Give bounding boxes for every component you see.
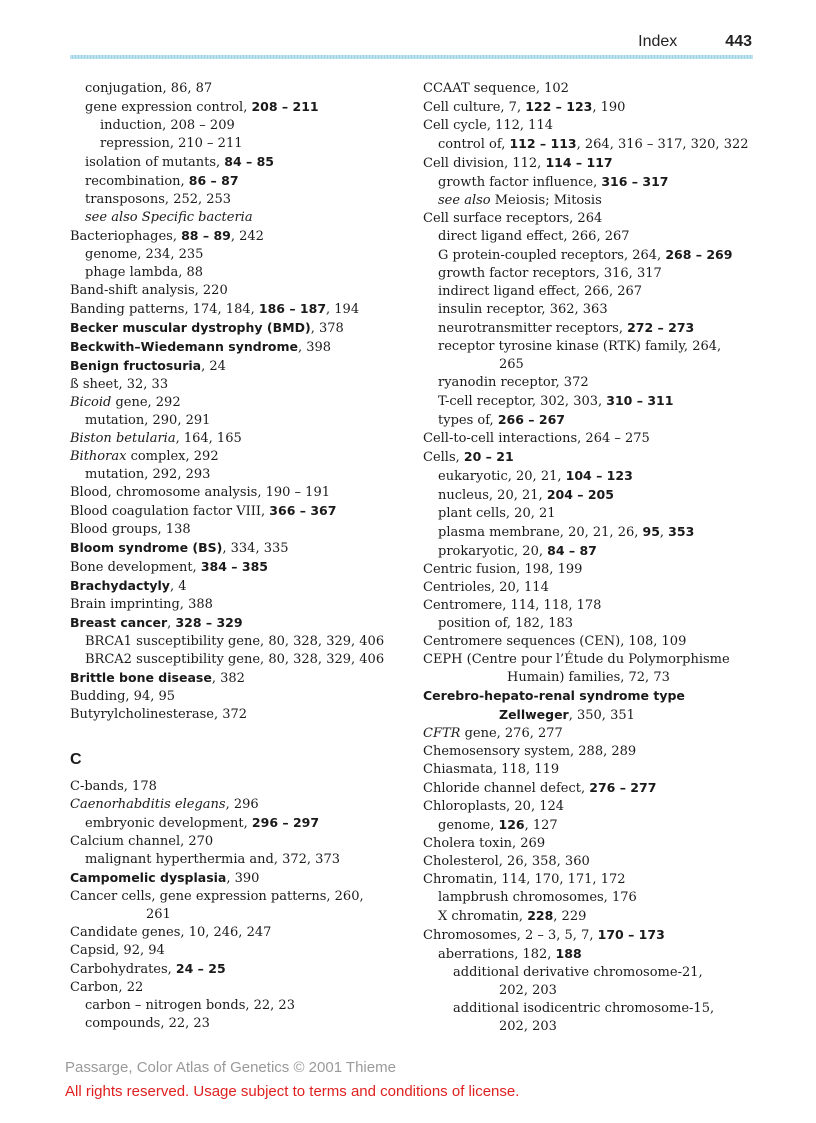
entry-text: G protein-coupled receptors, 264, (438, 248, 666, 263)
entry-text: , 382 (211, 671, 245, 686)
index-entry (70, 796, 410, 814)
page-ref-bold: 272 – 273 (627, 320, 695, 335)
entry-text: types of, (438, 413, 498, 428)
entry-text: Blood coagulation factor VIII, (70, 504, 270, 519)
page-ref-bold: Zellweger (499, 707, 569, 722)
index-entry (423, 633, 763, 651)
page-ref-bold: 310 – 311 (606, 393, 674, 408)
entry-text: CCAAT sequence, 102 (423, 81, 569, 96)
index-entry (423, 246, 763, 265)
page-ref-bold: Brittle bone disease (70, 670, 212, 685)
index-entry (423, 706, 763, 725)
index-entry (423, 135, 763, 154)
entry-text: Bacteriophages, (70, 229, 182, 244)
index-entry (423, 669, 763, 687)
index-entry (70, 135, 410, 153)
index-entry (70, 633, 410, 651)
entry-text: gene, 276, 277 (460, 726, 563, 741)
index-entry (70, 997, 410, 1015)
index-entry (423, 615, 763, 633)
entry-text: ß sheet, 32, 33 (70, 377, 169, 392)
index-entry (423, 945, 763, 964)
entry-text: , 350, 351 (568, 708, 635, 723)
page-ref-bold: 228 (527, 908, 554, 923)
entry-text: C-bands, 178 (70, 779, 157, 794)
entry-text: genome, 234, 235 (85, 247, 204, 262)
entry-text: 202, 203 (499, 1019, 557, 1034)
index-entry (423, 467, 763, 486)
index-entry (70, 264, 410, 282)
index-entry (423, 964, 763, 982)
entry-text-italic: Caenorhabditis elegans (70, 797, 226, 812)
entry-text: , 242 (230, 229, 264, 244)
entry-text: Chromosomes, 2 – 3, 5, 7, (423, 928, 598, 943)
entry-text: additional isodicentric chromosome-15, (453, 1001, 715, 1016)
index-entry (70, 227, 410, 246)
entry-text: Cells, (423, 450, 464, 465)
page-ref-bold: 112 – 113 (509, 136, 577, 151)
entry-text: mutation, 292, 293 (85, 467, 211, 482)
entry-text: Cell cycle, 112, 114 (423, 118, 553, 133)
entry-text: Chloroplasts, 20, 124 (423, 799, 565, 814)
page-ref-bold: Breast cancer (70, 615, 168, 630)
entry-text: Cell surface receptors, 264 (423, 211, 603, 226)
index-entry (423, 486, 763, 505)
page-ref-bold: 114 – 117 (545, 155, 613, 170)
entry-text: phage lambda, 88 (85, 265, 204, 280)
index-entry (70, 979, 410, 997)
index-entry (423, 779, 763, 798)
index-entry (423, 853, 763, 871)
index-entry (70, 98, 410, 117)
index-entry (70, 376, 410, 394)
entry-text: Cell culture, 7, (423, 100, 526, 115)
right-column (423, 80, 763, 1036)
index-entry (423, 1000, 763, 1018)
entry-text: , (167, 616, 176, 631)
entry-text: Chemosensory system, 288, 289 (423, 744, 637, 759)
entry-text: T-cell receptor, 302, 303, (438, 394, 607, 409)
entry-text: mutation, 290, 291 (85, 413, 211, 428)
index-entry (70, 651, 410, 669)
entry-text: Band-shift analysis, 220 (70, 283, 228, 298)
entry-text: , 264, 316 – 317, 320, 322 (576, 137, 749, 152)
index-entry (70, 706, 410, 724)
entry-text: Candidate genes, 10, 246, 247 (70, 925, 272, 940)
entry-text: Calcium channel, 270 (70, 834, 214, 849)
index-entry (70, 539, 410, 558)
entry-text: recombination, (85, 174, 189, 189)
entry-text: lampbrush chromosomes, 176 (438, 890, 637, 905)
index-entry (423, 154, 763, 173)
page-ref-bold: 384 – 385 (200, 559, 268, 574)
index-entry (70, 300, 410, 319)
page-ref-bold: 86 – 87 (188, 173, 239, 188)
index-entries-c (70, 778, 410, 1033)
page-header (638, 33, 752, 51)
entry-text: Cholera toxin, 269 (423, 836, 546, 851)
entry-text: position of, 182, 183 (438, 616, 574, 631)
index-entry (423, 98, 763, 117)
entry-text-italic: Bithorax (70, 449, 127, 464)
index-entry (423, 192, 763, 210)
entry-text: , 296 (225, 797, 259, 812)
index-entry (70, 596, 410, 614)
entry-text: Banding patterns, 174, 184, (70, 302, 259, 317)
index-entry (423, 523, 763, 542)
index-entry (70, 466, 410, 484)
entry-text: gene expression control, (85, 100, 252, 115)
index-entry (423, 505, 763, 523)
entry-text: Humain) families, 72, 73 (507, 670, 670, 685)
entry-text: Bone development, (70, 560, 201, 575)
entry-text: Centromere, 114, 118, 178 (423, 598, 602, 613)
index-entry (70, 209, 410, 227)
entry-text-italic: Biston betularia (70, 431, 176, 446)
entry-text: ryanodin receptor, 372 (438, 375, 589, 390)
entry-text: , 4 (169, 579, 187, 594)
index-entry (423, 816, 763, 835)
index-entry (423, 173, 763, 192)
page-ref-bold: 296 – 297 (251, 815, 320, 830)
page-ref-bold: 186 – 187 (258, 301, 327, 316)
page-ref-bold: 104 – 123 (565, 468, 633, 483)
index-entry (423, 283, 763, 301)
entry-text: Cancer cells, gene expression patterns, 260, (70, 889, 364, 904)
index-entry (70, 1015, 410, 1033)
index-entry (70, 814, 410, 833)
index-entry (70, 614, 410, 633)
index-entry (423, 907, 763, 926)
entry-text: Budding, 94, 95 (70, 689, 176, 704)
index-entry (70, 778, 410, 796)
page-ref-bold: 328 – 329 (175, 615, 243, 630)
entry-text: aberrations, 182, (438, 947, 556, 962)
entry-text: gene, 292 (111, 395, 181, 410)
index-entry (70, 502, 410, 521)
entry-text: Centromere sequences (CEN), 108, 109 (423, 634, 687, 649)
index-entry (70, 484, 410, 502)
index-entry (423, 210, 763, 228)
entry-text: Carbon, 22 (70, 980, 144, 995)
page-ref-bold: Campomelic dysplasia (70, 870, 227, 885)
page-ref-bold: 24 – 25 (175, 961, 226, 976)
license-notice: All rights reserved. Usage subject to terms and conditions of license. (65, 1083, 520, 1100)
index-entry (70, 688, 410, 706)
index-entry (423, 982, 763, 1000)
entry-text: Centrioles, 20, 114 (423, 580, 549, 595)
entry-text: Blood, chromosome analysis, 190 – 191 (70, 485, 330, 500)
index-entry (423, 889, 763, 907)
index-entry (423, 761, 763, 779)
index-entry (70, 191, 410, 209)
entry-text: BRCA2 susceptibility gene, 80, 328, 329, 406 (85, 652, 385, 667)
entry-text: Chiasmata, 118, 119 (423, 762, 560, 777)
index-entry (423, 798, 763, 816)
entry-text: , 378 (310, 321, 344, 336)
page-ref-bold: 126 (498, 817, 525, 832)
page-ref-bold: 353 (668, 524, 695, 539)
index-entry (70, 172, 410, 191)
index-entry (70, 669, 410, 688)
index-entry (70, 888, 410, 906)
page-ref-bold: 84 – 85 (224, 154, 275, 169)
index-entry (423, 1018, 763, 1036)
index-entry (70, 869, 410, 888)
entry-text: , 398 (297, 340, 332, 355)
index-entry (423, 80, 763, 98)
index-entries-c-continued (423, 80, 763, 1036)
running-head: Index (638, 33, 678, 50)
index-entry (70, 246, 410, 264)
page-ref-bold: 84 – 87 (547, 543, 597, 558)
index-entries-b (70, 80, 410, 724)
index-entry (70, 577, 410, 596)
entry-text: neurotransmitter receptors, (438, 321, 628, 336)
index-entry (423, 725, 763, 743)
left-column (70, 80, 410, 1033)
entry-text: repression, 210 – 211 (100, 136, 243, 151)
entry-text: , 24 (201, 359, 226, 374)
index-entry (70, 412, 410, 430)
entry-text: eukaryotic, 20, 21, (438, 469, 566, 484)
entry-text: , (659, 525, 669, 540)
page-ref-bold: Benign fructosuria (70, 358, 202, 373)
copyright-notice: Passarge, Color Atlas of Genetics © 2001 Thieme (65, 1059, 396, 1076)
header-rule (70, 55, 753, 59)
index-entry (423, 687, 763, 706)
page-ref-bold: 208 – 211 (251, 99, 319, 114)
entry-text-italic: see also Specific bacteria (85, 210, 253, 225)
page-ref-bold: Cerebro-hepato-renal syndrome type (423, 688, 685, 703)
entry-text: , 334, 335 (222, 541, 289, 556)
entry-text: receptor tyrosine kinase (RTK) family, 264, (438, 339, 722, 354)
page-ref-bold: 88 – 89 (181, 228, 231, 243)
page-ref-bold: Bloom syndrome (BS) (70, 540, 223, 555)
page-ref-bold: 276 – 277 (589, 780, 657, 795)
entry-text: direct ligand effect, 266, 267 (438, 229, 630, 244)
entry-text: malignant hyperthermia and, 372, 373 (85, 852, 340, 867)
page-ref-bold: 95 (642, 524, 660, 539)
page-number: 443 (725, 33, 752, 50)
index-entry (70, 833, 410, 851)
index-entry (423, 338, 763, 356)
entry-text: X chromatin, (438, 909, 528, 924)
entry-text: isolation of mutants, (85, 155, 225, 170)
entry-text: BRCA1 susceptibility gene, 80, 328, 329, 406 (85, 634, 385, 649)
entry-text: 261 (146, 907, 171, 922)
entry-text: additional derivative chromosome-21, (453, 965, 703, 980)
page-ref-bold: 366 – 367 (269, 503, 337, 518)
entry-text: Centric fusion, 198, 199 (423, 562, 583, 577)
index-entry (70, 153, 410, 172)
index-entry (423, 301, 763, 319)
page-ref-bold: Becker muscular dystrophy (BMD) (70, 320, 311, 335)
entry-text: , 390 (226, 871, 260, 886)
page-ref-bold: 170 – 173 (597, 927, 665, 942)
page-ref-bold: 204 – 205 (546, 487, 614, 502)
index-entry (423, 835, 763, 853)
entry-text-italic: Bicoid (70, 395, 112, 410)
entry-text: compounds, 22, 23 (85, 1016, 210, 1031)
index-entry (423, 926, 763, 945)
entry-text: transposons, 252, 253 (85, 192, 232, 207)
page-ref-bold: 268 – 269 (665, 247, 733, 262)
entry-text-italic: see also (438, 193, 491, 208)
index-entry (423, 117, 763, 135)
entry-text: control of, (438, 137, 510, 152)
entry-text: Capsid, 92, 94 (70, 943, 165, 958)
index-entry (70, 394, 410, 412)
entry-text: Carbohydrates, (70, 962, 176, 977)
index-entry (70, 851, 410, 869)
index-entry (423, 392, 763, 411)
index-entry (423, 228, 763, 246)
index-entry (423, 651, 763, 669)
entry-text: Meiosis; Mitosis (490, 193, 602, 208)
index-entry (70, 558, 410, 577)
index-entry (70, 924, 410, 942)
index-entry (70, 338, 410, 357)
index-entry (70, 960, 410, 979)
entry-text: growth factor influence, (438, 175, 602, 190)
index-entry (423, 871, 763, 889)
entry-text-italic: CFTR (423, 726, 461, 741)
index-entry (70, 521, 410, 539)
entry-text: , 164, 165 (175, 431, 242, 446)
entry-text: , 229 (553, 909, 587, 924)
entry-text: Cholesterol, 26, 358, 360 (423, 854, 590, 869)
entry-text: prokaryotic, 20, (438, 544, 548, 559)
entry-text: Chloride channel defect, (423, 781, 590, 796)
entry-text: Brain imprinting, 388 (70, 597, 213, 612)
entry-text: Blood groups, 138 (70, 522, 191, 537)
index-entry (423, 319, 763, 338)
index-entry (70, 357, 410, 376)
entry-text: , 194 (326, 302, 360, 317)
index-entry (423, 356, 763, 374)
index-entry (423, 743, 763, 761)
index-entry (423, 411, 763, 430)
index-entry (70, 942, 410, 960)
entry-text: 265 (499, 357, 524, 372)
entry-text: conjugation, 86, 87 (85, 81, 213, 96)
entry-text: plant cells, 20, 21 (438, 506, 556, 521)
entry-text: CEPH (Centre pour l’Étude du Polymorphisme (423, 652, 730, 667)
entry-text: complex, 292 (126, 449, 219, 464)
page-ref-bold: Beckwith–Wiedemann syndrome (70, 339, 298, 354)
index-entry (423, 579, 763, 597)
entry-text: 202, 203 (499, 983, 557, 998)
entry-text: induction, 208 – 209 (100, 118, 235, 133)
entry-text: genome, (438, 818, 499, 833)
index-entry (70, 117, 410, 135)
page-ref-bold: 122 – 123 (525, 99, 593, 114)
entry-text: , 127 (524, 818, 558, 833)
entry-text: Cell-to-cell interactions, 264 – 275 (423, 431, 650, 446)
entry-text: Butyrylcholinesterase, 372 (70, 707, 248, 722)
index-entry (70, 448, 410, 466)
entry-text: nucleus, 20, 21, (438, 488, 547, 503)
entry-text: indirect ligand effect, 266, 267 (438, 284, 643, 299)
index-entry (70, 319, 410, 338)
index-entry (423, 265, 763, 283)
index-entry (70, 430, 410, 448)
entry-text: plasma membrane, 20, 21, 26, (438, 525, 643, 540)
page-ref-bold: 188 (555, 946, 582, 961)
page-ref-bold: Brachydactyly (70, 578, 170, 593)
section-heading: C (70, 751, 82, 768)
entry-text: Chromatin, 114, 170, 171, 172 (423, 872, 626, 887)
page-ref-bold: 316 – 317 (601, 174, 669, 189)
index-entry (70, 906, 410, 924)
entry-text: Cell division, 112, (423, 156, 546, 171)
index-entry (423, 448, 763, 467)
index-entry (423, 597, 763, 615)
index-entry (70, 80, 410, 98)
page-ref-bold: 266 – 267 (497, 412, 565, 427)
index-entry (423, 561, 763, 579)
entry-text: growth factor receptors, 316, 317 (438, 266, 662, 281)
entry-text: insulin receptor, 362, 363 (438, 302, 608, 317)
index-entry (70, 282, 410, 300)
entry-text: embryonic development, (85, 816, 252, 831)
entry-text: carbon – nitrogen bonds, 22, 23 (85, 998, 295, 1013)
page-ref-bold: 20 – 21 (463, 449, 514, 464)
index-entry (423, 542, 763, 561)
index-entry (423, 430, 763, 448)
entry-text: , 190 (592, 100, 626, 115)
index-entry (423, 374, 763, 392)
